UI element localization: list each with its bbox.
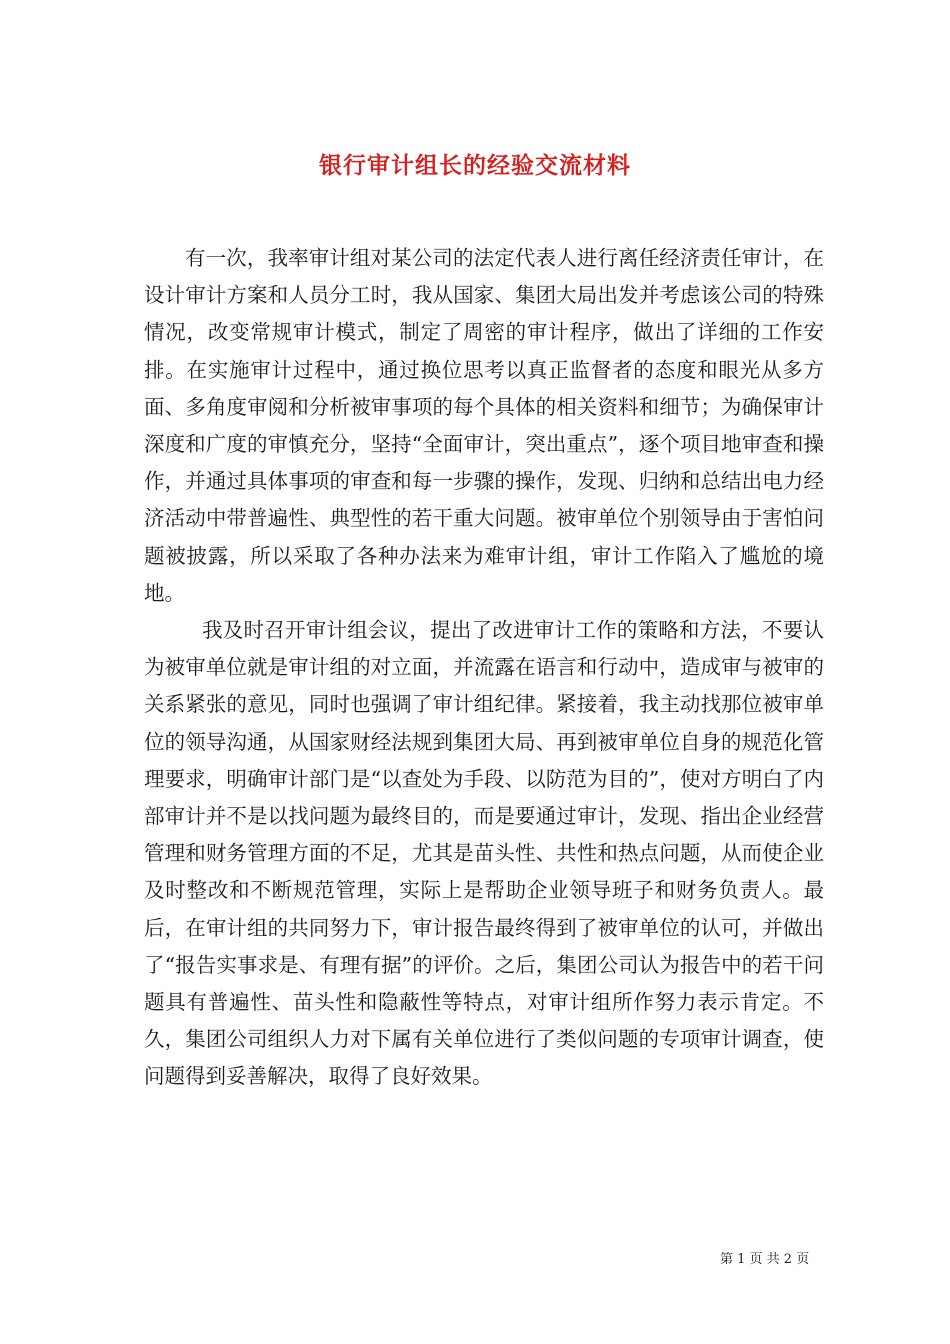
paragraph-1: 有一次，我率审计组对某公司的法定代表人进行离任经济责任审计，在设计审计方案和人员分工时，我从国家、集团大局出发并考虑该公司的特殊情况，改变常规审计模式，制定了周密的审计程序，做出了详细的工作安排。在实施审计过程中，通过换位思考以真正监督者的态度和眼光从多方面、多角度审阅和分析被审事项的每个具体的相关资料和细节；为确保审计深度和广度的审慎充分，坚持“全面审计，突出重点”，逐个项目地审查和操作，并通过具体事项的审查和每一步骤的操作，发现、归纳和总结出电力经济活动中带普遍性、典型性的若干重大问题。被审单位个别领导由于害怕问题被披露，所以采取了各种办法来为难审计组，审计工作陷入了尴尬的境地。 — [144, 246, 824, 605]
page-number: 第 1 页 共 2 页 — [720, 1252, 810, 1267]
document-body — [144, 240, 824, 1096]
document-title: 银行审计组长的经验交流材料 — [319, 152, 631, 180]
paragraph-2: 我及时召开审计组会议，提出了改进审计工作的策略和方法，不要认为被审单位就是审计组的对立面，并流露在语言和行动中，造成审与被审的关系紧张的意见，同时也强调了审计组纪律。紧接着，我主动找那位被审单位的领导沟通，从国家财经法规到集团大局、再到被审单位自身的规范化管理要求，明确审计部门是“以查处为手段、以防范为目的”，使对方明白了内部审计并不是以找问题为最终目的，而是要通过审计，发现、指出企业经营管理和财务管理方面的不足，尤其是苗头性、共性和热点问题，从而使企业及时整改和不断规范管理，实际上是帮助企业领导班子和财务负责人。最后，在审计组的共同努力下，审计报告最终得到了被审单位的认可，并做出了“报告实事求是、有理有据”的评价。之后，集团公司认为报告中的若干问题具有普遍性、苗头性和隐蔽性等特点，对审计组所作努力表示肯定。不久，集团公司组织人力对下属有关单位进行了类似问题的专项审计调查，使问题得到妥善解决，取得了良好效果。 — [144, 618, 824, 1089]
